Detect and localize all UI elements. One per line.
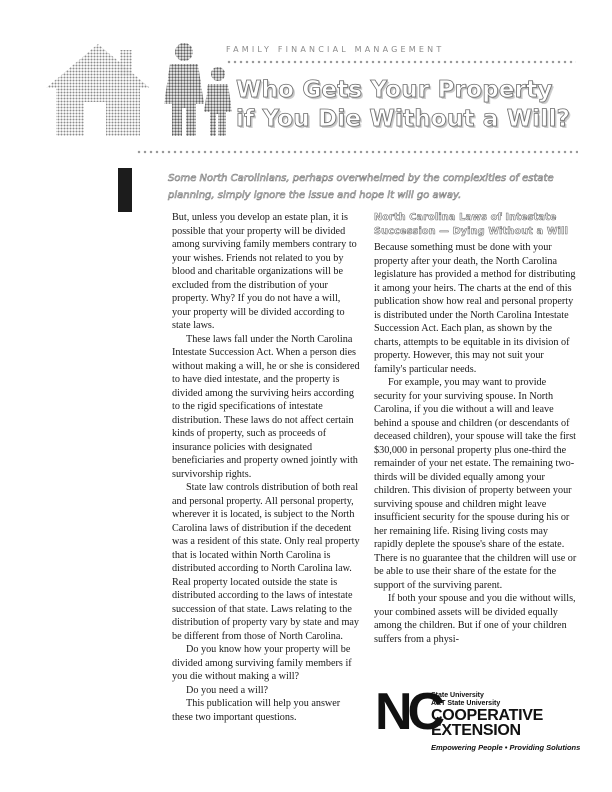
title-line-1: Who Gets Your Property [236,77,553,103]
right-column [374,211,578,646]
logo-line-3: COOPERATIVE [431,707,543,724]
document-title [236,76,570,134]
logo-line-2: A&T State University [431,700,501,707]
logo-mark: NC [375,683,441,741]
nc-cooperative-extension-logo [375,683,581,758]
section-heading-line-2: Succession — Dying Without a Will [374,225,569,237]
body-paragraph: Do you need a will? [186,684,269,696]
body-paragraph: These laws fall under the North Carolina Intestate Succession Act. When a person dies without making a will, he or she is considered to have died intestate, and the property is divided among the surviving heirs according to the rigid specifications of intestate distribution. These laws do not affect certain kinds of property, such as proceeds of insurance policies with designated beneficiaries and property owned jointly with survivorship rights. [172,333,360,480]
section-heading-line-1: North Carolina Laws of Intestate [374,212,557,223]
body-paragraph: State law controls distribution of both real and personal property. All personal property, wherever it is located, is subject to the North Carolina laws of distribution if the decedent was a resident of this state. Only real property that is located within North Carolina is distributed according to North Carolina law. Real property located outside the state is distributed according to the laws of intestate succession of that state. Laws relating to the distribution of property vary by state and may be different from those of North Carolina. [172,482,360,642]
title-dotted-rule [136,150,578,154]
body-paragraph: But, unless you develop an estate plan, it is possible that your property will be divided among surviving family members contrary to your wishes. Friends not related to you by blood and charitable organizations will be excluded from the distribution of your property. Why? If you do not have a will, your property will be divided according to state laws. [172,212,357,331]
left-column [172,211,360,724]
body-paragraph: Do you know how your property will be divided among surviving family members if you die without making a will? [172,644,352,682]
logo-tagline: Empowering People • Providing Solutions [431,743,581,752]
section-heading [374,211,578,238]
title-line-2: if You Die Without a Will? [236,106,571,132]
logo-line-4: EXTENSION [431,722,521,739]
logo-line-1: State University [431,692,484,699]
series-name: FAMILY FINANCIAL MANAGEMENT [226,45,445,54]
logo-text [431,692,543,738]
body-paragraph: Because something must be done with your property after your death, the North Carolina legislature has provided a method for distributing it among your heirs. The charts at the end of this publication show how real and personal property is distributed under the North Carolina Intestate Succession Act. Each plan, as shown by the charts, attempts to be equitable in its division of property. However, this may not suit your family's particular needs. [374,242,576,375]
body-paragraph: This publication will help you answer these two important questions. [172,698,341,723]
body-paragraph: For example, you may want to provide security for your surviving spouse. In North Carolina, if you die without a will and leave behind a spouse and children (or descendants of deceased children), your spouse will take the first $30,000 in personal property plus one-third the remainder of your net estate. The remaining two-thirds will be divided equally among your children. This division of property between your surviving spouse and children might leave insufficient security for the spouse during his or her remaining life. Rising living costs may rapidly deplete the spouse's share of the estate. There is no guarantee that the children will use or be able to use their share of the estate for the support of the surviving parent. [374,377,577,591]
intro-accent-bar [118,168,132,212]
header-dotted-rule [226,60,576,64]
house-family-illustration [36,28,236,138]
intro-text: Some North Carolinians, perhaps overwhelmed by the complexities of estate planning, simply ignore the issue and hope it will go away. [168,173,554,201]
body-paragraph: If both your spouse and you die without wills, your combined assets will be divided equally among the children. But if one of your children suffers from a physi- [374,593,576,645]
